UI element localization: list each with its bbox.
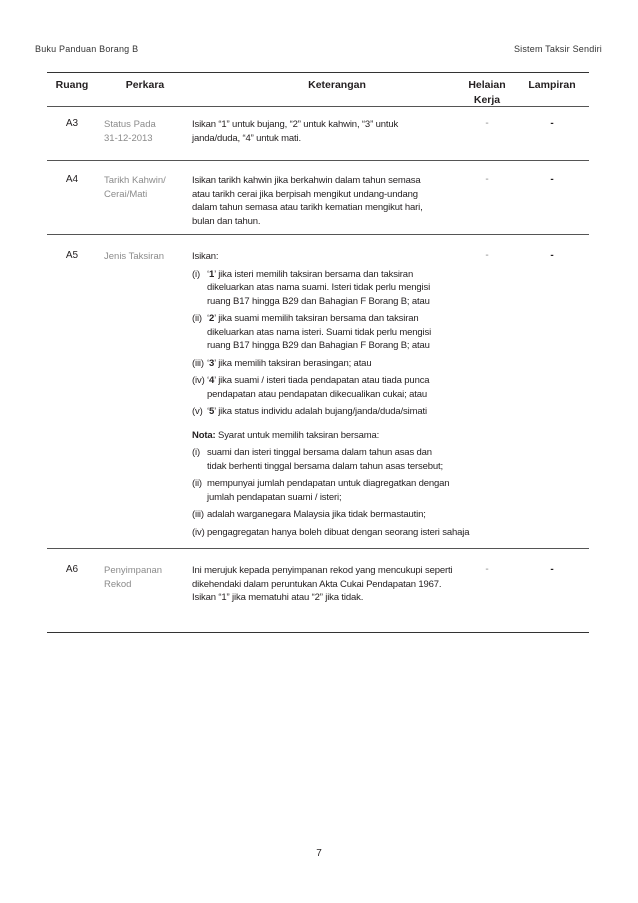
condition-number: (iii) [192,509,204,520]
condition-text: suami dan isteri tinggal bersama dalam tahun asas dan tidak berhenti tinggal bersama dalam tahun asas tersebut; [207,447,443,472]
option-text: jika status individu adalah bujang/janda/duda/simati [215,406,427,417]
row-keterangan: Ini merujuk kepada penyimpanan rekod yang mencukupi seperti dikehendaki dalam peruntukan Akta Cukai Pendapatan 1967. Isikan “1” jika mematuhi atau “2” jika tidak. [192,565,453,603]
row-keterangan: Isikan tarikh kahwin jika berkahwin dalam tahun semasa atau tarikh cerai jika berpisah mengikut undang-undang dalam tahun semasa atau tarikh kematian mengikut hari, bulan dan tahun. [192,175,423,227]
column-header-helaian-kerja: Helaian Kerja [468,79,506,106]
column-header-lampiran: Lampiran [528,79,576,91]
intro-text: Isikan: [192,251,219,262]
condition-text: mempunyai jumlah pendapatan untuk diagregatkan dengan jumlah pendapatan suami / isteri; [207,478,450,503]
option-code: 1 [208,268,215,280]
column-header-ruang: Ruang [55,79,89,91]
option-item: (v) ‘5’ jika status individu adalah bujang/janda/duda/simati [192,406,427,417]
condition-item [192,446,482,473]
option-text: jika memilih taksiran berasingan; atau [215,357,372,369]
option-number: (iv) [192,375,205,386]
row-ruang: A6 [65,564,79,575]
option-text: jika isteri memilih taksiran bersama dan taksiran dikeluarkan atas nama suami. Isteri tidak perlu mengisi ruang B17 hingga B29 dan Bahagian F Borang B; atau [207,268,431,307]
running-header-right: Sistem Taksir Sendiri [513,44,602,54]
row-lampiran: - [550,250,554,261]
row-ruang: A5 [65,250,79,261]
table-bottom-rule [47,632,589,633]
nota-paragraph [192,429,482,443]
condition-text: adalah warganegara Malaysia jika tidak bermastautin; [207,509,426,520]
row-perkara: Status Pada 31-12-2013 [104,119,156,144]
condition-item [192,477,482,504]
row-divider [47,160,589,161]
option-number: (i) [192,268,200,280]
row-helaian-kerja: - [485,250,489,261]
condition-item [192,508,482,522]
row-keterangan [192,250,482,539]
row-keterangan: Isikan “1” untuk bujang, “2” untuk kahwin, “3” untuk janda/duda, “4” untuk mati. [192,119,399,144]
row-perkara: Tarikh Kahwin/ Cerai/Mati [104,175,166,200]
row-helaian-kerja: - [485,174,489,185]
row-helaian-kerja: - [485,118,489,129]
option-item: (i) ‘1’ jika isteri memilih taksiran bersama dan taksiran dikeluarkan atas nama suami. Isteri tidak perlu mengisi ruang B17 hingga B29 dan Bahagian F Borang B; atau [192,268,431,307]
option-code: 3 [208,357,215,369]
table-top-rule [47,72,589,73]
condition-number: (iv) [192,526,205,538]
running-header-left: Buku Panduan Borang B [35,44,139,54]
row-divider [47,234,589,235]
option-code: 2 [208,313,215,324]
row-divider [47,548,589,549]
option-item: (iii) ‘3’ jika memilih taksiran berasingan; atau [192,357,372,369]
option-number: (iii) [192,357,204,369]
row-ruang: A4 [65,174,79,185]
option-code: 5 [208,406,215,417]
page-number: 7 [316,848,322,859]
row-helaian-kerja: - [485,564,489,575]
row-lampiran: - [550,118,554,129]
nota-text: Syarat untuk memilih taksiran bersama: [215,429,380,441]
nota-label: Nota: [192,429,216,441]
column-header-keterangan: Keterangan [308,79,366,91]
row-ruang: A3 [65,118,79,129]
option-number: (v) [192,406,203,417]
row-perkara: Penyimpanan Rekod [104,565,163,590]
column-header-perkara: Perkara [125,79,165,91]
option-code: 4 [208,375,215,386]
condition-item [192,526,482,540]
option-text: jika suami / isteri tiada pendapatan atau tiada punca pendapatan atau pendapatan dikecualikan cukai; atau [207,375,430,400]
condition-number: (i) [192,447,200,458]
table-header-rule [47,106,589,107]
option-item: (iv) ‘4’ jika suami / isteri tiada pendapatan atau tiada punca pendapatan atau pendapatan dikecualikan cukai; atau [192,375,430,400]
option-item: (ii) ‘2’ jika suami memilih taksiran bersama dan taksiran dikeluarkan atas nama isteri. Suami tidak perlu mengisi ruang B17 hingga B29 dan Bahagian F Borang B; atau [192,313,432,351]
condition-number: (ii) [192,478,202,489]
option-number: (ii) [192,313,202,324]
row-lampiran: - [550,174,554,185]
row-perkara: Jenis Taksiran [104,251,165,262]
option-text: jika suami memilih taksiran bersama dan taksiran dikeluarkan atas nama isteri. Suami tidak perlu mengisi ruang B17 hingga B29 dan Bahagian F Borang B; atau [207,313,432,351]
condition-text: pengagregatan hanya boleh dibuat dengan seorang isteri sahaja [207,526,470,538]
row-lampiran: - [550,564,554,575]
